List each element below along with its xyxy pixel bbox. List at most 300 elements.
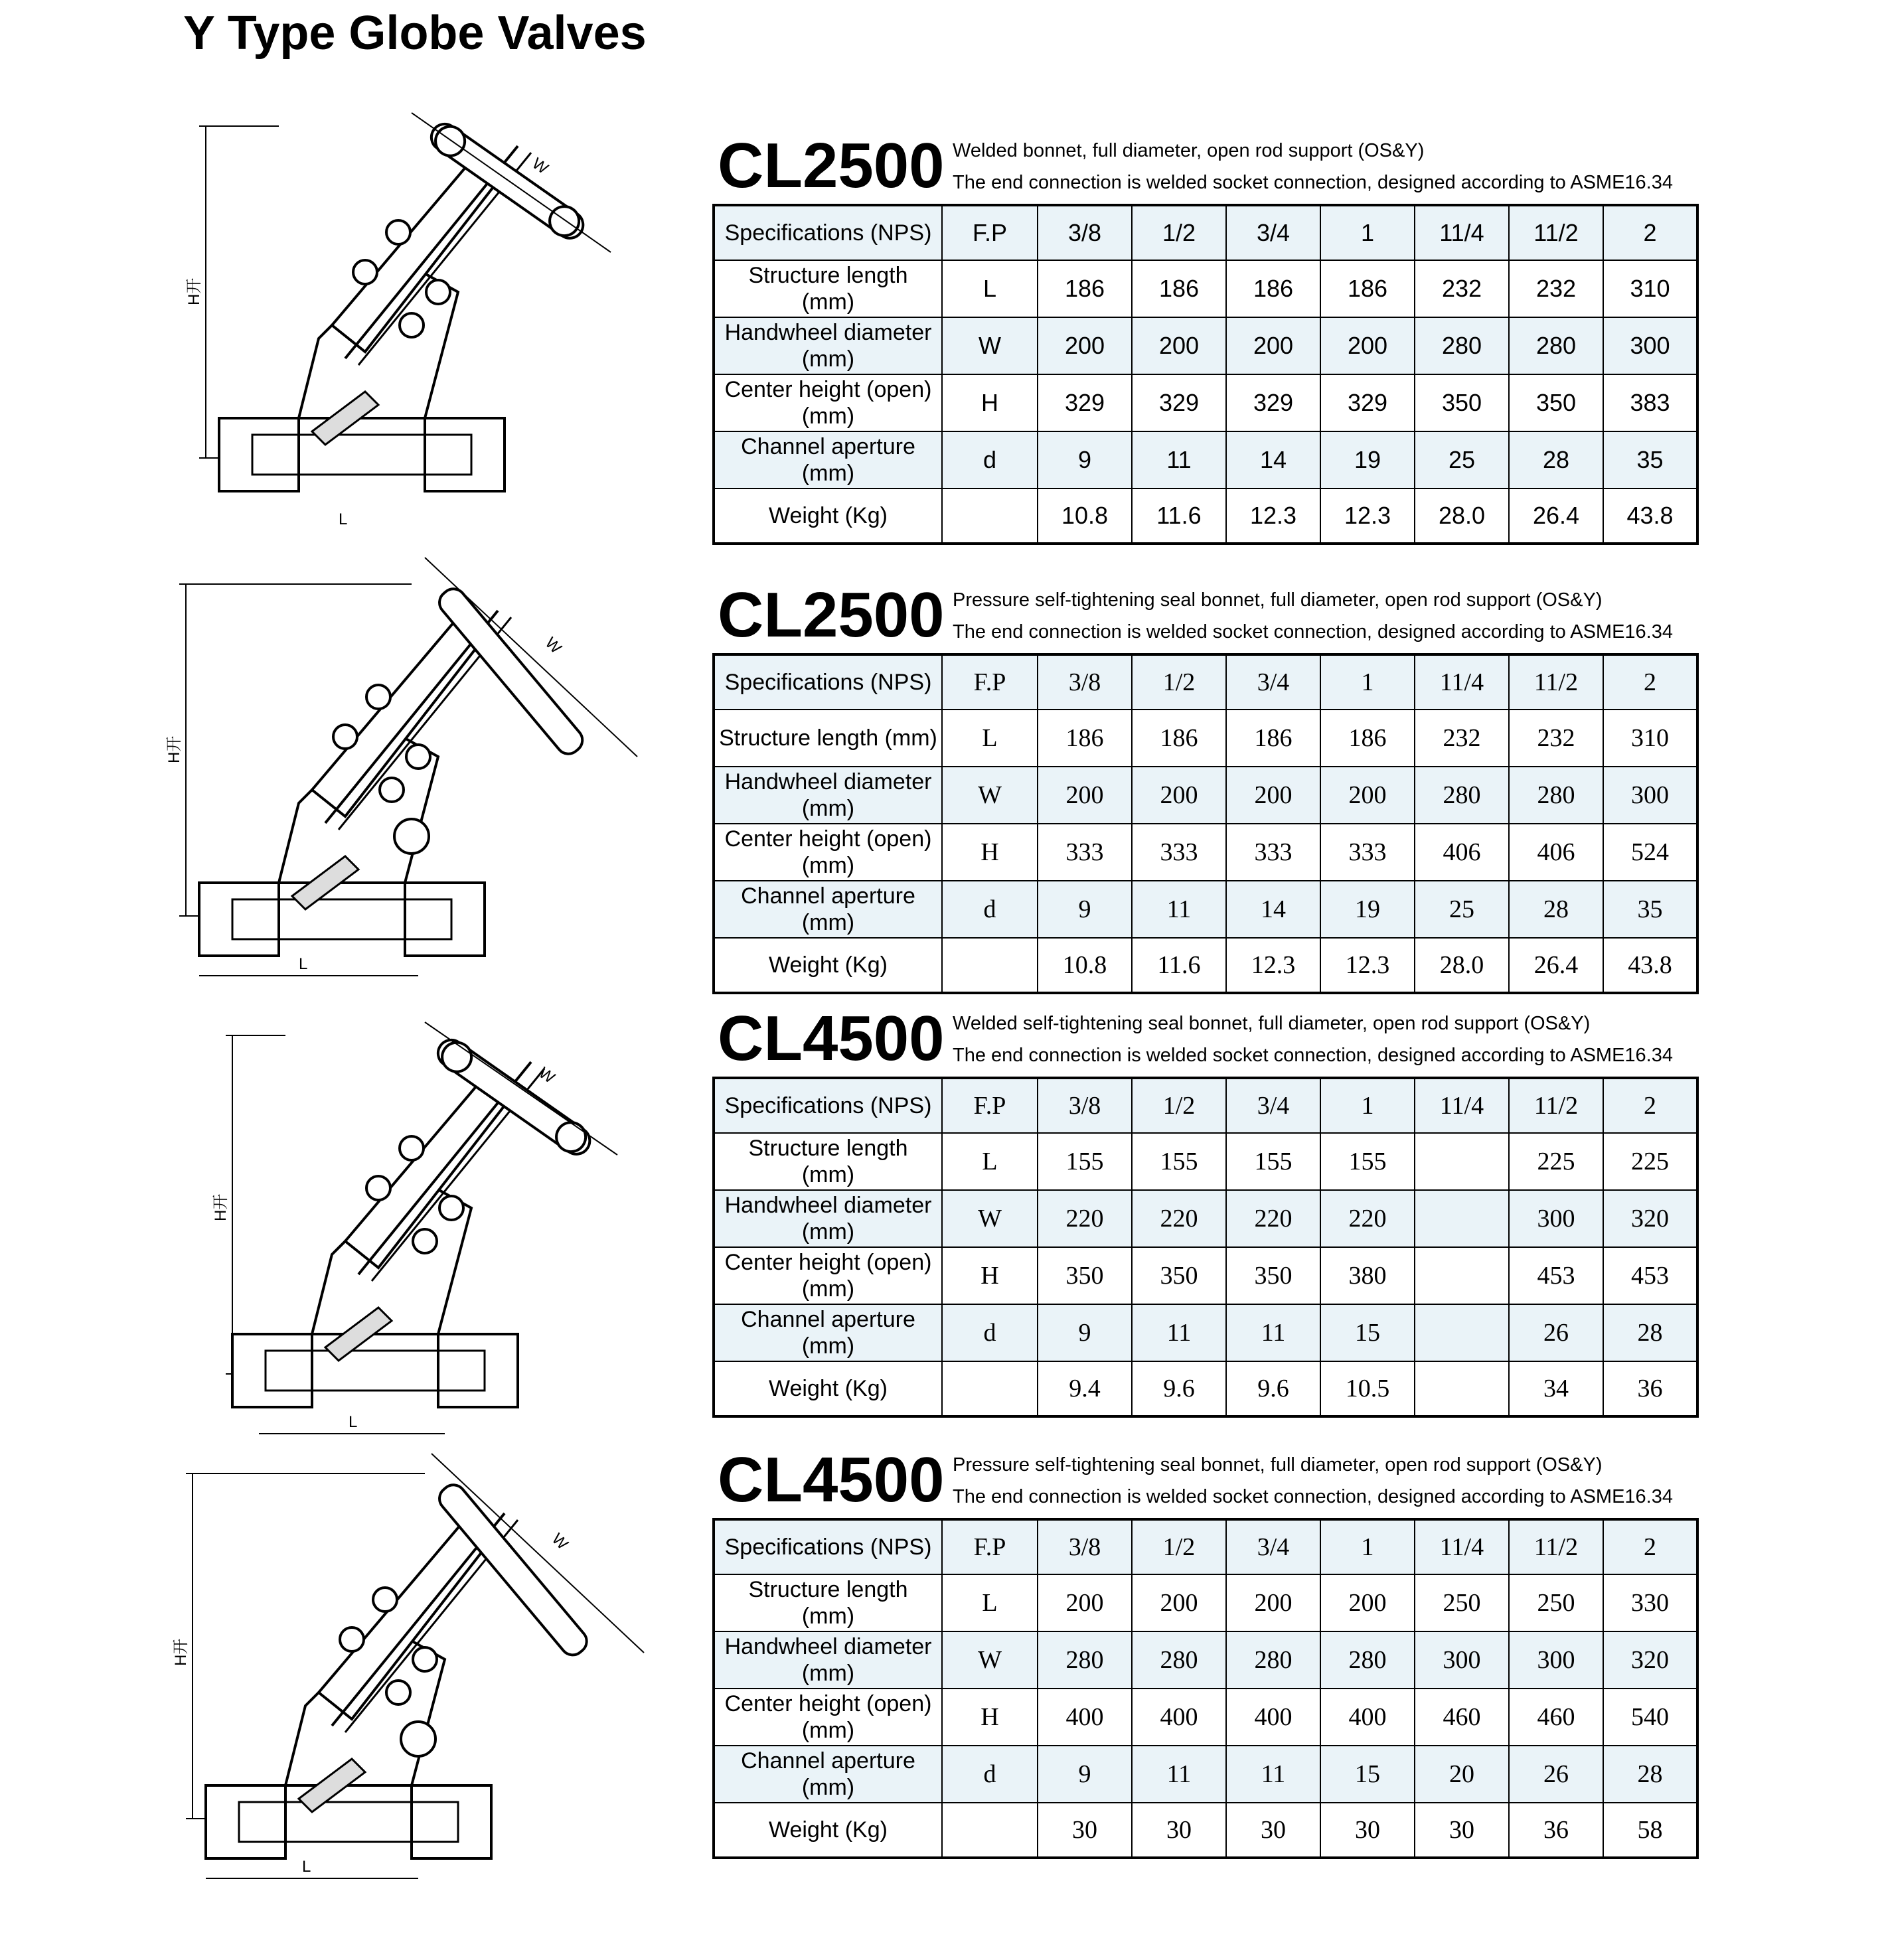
value-cell: 460: [1509, 1689, 1603, 1746]
value-cell: 200: [1226, 1574, 1320, 1631]
value-cell: 280: [1415, 317, 1509, 374]
value-cell: 10.8: [1038, 938, 1132, 993]
row-label-cell: [714, 374, 942, 431]
table-row: [714, 1689, 1697, 1746]
spec-table: [712, 1518, 1699, 1859]
value-cell: 26: [1509, 1746, 1603, 1803]
value-cell: 200: [1132, 1574, 1226, 1631]
bonnet-description: Welded self-tightening seal bonnet, full diameter, open rod support (OS&Y): [953, 1013, 1591, 1034]
value-cell: 350: [1509, 374, 1603, 431]
nps-size-cell: 1: [1320, 205, 1415, 260]
value-cell: 460: [1415, 1689, 1509, 1746]
table-row: [714, 1574, 1697, 1631]
value-cell: 200: [1132, 767, 1226, 824]
value-cell: 14: [1226, 431, 1320, 489]
spec-table: [712, 204, 1699, 545]
width-dim-label: W: [541, 634, 565, 658]
value-cell: 225: [1603, 1133, 1697, 1190]
symbol-cell: L: [942, 1133, 1038, 1190]
nps-size-cell: 3/8: [1038, 1519, 1132, 1574]
row-label-line: (mm): [801, 910, 855, 935]
row-label-line: (mm): [801, 1661, 855, 1686]
table-row: [714, 1631, 1697, 1689]
value-cell: 200: [1038, 317, 1132, 374]
value-cell: 380: [1320, 1247, 1415, 1304]
value-cell: 333: [1038, 824, 1132, 881]
symbol-cell: W: [942, 1631, 1038, 1689]
height-dim-label: H开: [212, 1193, 230, 1221]
row-label-cell: [714, 938, 942, 993]
value-cell: 200: [1038, 1574, 1132, 1631]
value-cell: 9: [1038, 1746, 1132, 1803]
symbol-cell: H: [942, 1247, 1038, 1304]
row-label-line: Handwheel diameter: [724, 1193, 932, 1218]
row-label-line: Channel aperture: [741, 1307, 915, 1332]
nps-size-cell: 11/4: [1415, 205, 1509, 260]
row-label-line: Channel aperture: [741, 1748, 915, 1773]
value-cell: 330: [1603, 1574, 1697, 1631]
value-cell: 26.4: [1509, 938, 1603, 993]
table-row: [714, 1190, 1697, 1247]
row-label-line: Weight (Kg): [769, 503, 888, 528]
nps-size-cell: 3/4: [1226, 654, 1320, 710]
table-row: [714, 881, 1697, 938]
row-label-cell: [714, 260, 942, 317]
value-cell: 320: [1603, 1190, 1697, 1247]
value-cell: 35: [1603, 881, 1697, 938]
value-cell: 333: [1320, 824, 1415, 881]
value-cell: 200: [1320, 767, 1415, 824]
value-cell: 280: [1415, 767, 1509, 824]
value-cell: 333: [1132, 824, 1226, 881]
table-header-row: [714, 205, 1697, 260]
row-label-cell: [714, 431, 942, 489]
pressure-class-title: CL4500: [718, 1444, 945, 1515]
value-cell: 28: [1603, 1746, 1697, 1803]
value-cell: 383: [1603, 374, 1697, 431]
value-cell: 400: [1132, 1689, 1226, 1746]
row-label-line: (mm): [801, 404, 855, 429]
value-cell: 12.3: [1320, 489, 1415, 544]
block-description: [953, 584, 1673, 648]
nps-size-cell: 1: [1320, 1519, 1415, 1574]
row-label-line: Structure length: [748, 1136, 908, 1161]
connection-description: The end connection is welded socket connection, designed according to ASME16.34: [953, 1486, 1673, 1507]
value-cell: 186: [1320, 710, 1415, 767]
value-cell: 26: [1509, 1304, 1603, 1361]
symbol-cell: L: [942, 1574, 1038, 1631]
row-label-line: (mm): [801, 346, 855, 372]
valve-drawing-4: [159, 1447, 664, 1885]
value-cell: 10.8: [1038, 489, 1132, 544]
symbol-cell: H: [942, 824, 1038, 881]
row-label-cell: [714, 824, 942, 881]
symbol-cell: d: [942, 431, 1038, 489]
connection-description: The end connection is welded socket connection, designed according to ASME16.34: [953, 621, 1673, 642]
value-cell: 310: [1603, 710, 1697, 767]
nps-size-cell: 11/4: [1415, 1519, 1509, 1574]
row-label-line: Structure length (mm): [719, 725, 937, 751]
value-cell: 43.8: [1603, 938, 1697, 993]
table-row: [714, 767, 1697, 824]
nps-size-cell: 11/2: [1509, 654, 1603, 710]
table-row: [714, 938, 1697, 993]
nps-size-cell: 2: [1603, 1519, 1697, 1574]
height-dim-label: H开: [165, 735, 183, 763]
nps-size-cell: 11/2: [1509, 205, 1603, 260]
value-cell: 9: [1038, 1304, 1132, 1361]
value-cell: 186: [1320, 260, 1415, 317]
symbol-cell: [942, 1361, 1038, 1416]
table-row: [714, 1133, 1697, 1190]
table-header-row: [714, 1519, 1697, 1574]
symbol-cell: H: [942, 1689, 1038, 1746]
nps-size-cell: 3/8: [1038, 205, 1132, 260]
value-cell: 9.6: [1132, 1361, 1226, 1416]
value-cell: 280: [1509, 317, 1603, 374]
height-dim-label: H开: [172, 1638, 190, 1666]
nps-size-cell: 1/2: [1132, 205, 1226, 260]
spec-table: [712, 653, 1699, 994]
row-label-line: (mm): [801, 796, 855, 821]
row-label-cell: [714, 1746, 942, 1803]
connection-description: The end connection is welded socket connection, designed according to ASME16.34: [953, 172, 1673, 193]
value-cell: 155: [1038, 1133, 1132, 1190]
header-symbol-cell: F.P: [942, 654, 1038, 710]
value-cell: 155: [1226, 1133, 1320, 1190]
valve-drawing-1: [159, 86, 664, 524]
row-label-line: Structure length: [748, 1577, 908, 1602]
value-cell: 250: [1415, 1574, 1509, 1631]
valve-drawing-2: [159, 544, 664, 982]
value-cell: 300: [1509, 1190, 1603, 1247]
nps-size-cell: 2: [1603, 1078, 1697, 1133]
page-title: Y Type Globe Valves: [183, 7, 647, 60]
value-cell: 186: [1226, 710, 1320, 767]
table-row: [714, 489, 1697, 544]
row-label-line: (mm): [801, 1219, 855, 1244]
nps-size-cell: 3/8: [1038, 654, 1132, 710]
nps-size-cell: 1: [1320, 1078, 1415, 1133]
value-cell: 400: [1038, 1689, 1132, 1746]
value-cell: 20: [1415, 1746, 1509, 1803]
value-cell: 280: [1132, 1631, 1226, 1689]
row-label-cell: [714, 881, 942, 938]
value-cell: 30: [1226, 1803, 1320, 1858]
value-cell: 540: [1603, 1689, 1697, 1746]
row-label-line: Center height (open): [724, 1250, 932, 1275]
value-cell: 280: [1320, 1631, 1415, 1689]
value-cell: 11: [1132, 1746, 1226, 1803]
table-row: [714, 1304, 1697, 1361]
value-cell: 34: [1509, 1361, 1603, 1416]
row-label-cell: [714, 1361, 942, 1416]
value-cell: 400: [1320, 1689, 1415, 1746]
row-label-line: (mm): [801, 1718, 855, 1743]
value-cell: 186: [1038, 260, 1132, 317]
row-label-line: (mm): [801, 853, 855, 878]
length-dim-label: L: [302, 1858, 311, 1876]
row-label-cell: [714, 1631, 942, 1689]
value-cell: 280: [1509, 767, 1603, 824]
width-dim-label: W: [535, 1063, 558, 1087]
header-symbol-cell: F.P: [942, 205, 1038, 260]
width-dim-label: W: [528, 154, 552, 178]
row-label-line: Center height (open): [724, 377, 932, 402]
value-cell: [1415, 1304, 1509, 1361]
header-label-cell: Specifications (NPS): [714, 654, 942, 710]
value-cell: 250: [1509, 1574, 1603, 1631]
value-cell: 186: [1226, 260, 1320, 317]
nps-size-cell: 3/4: [1226, 1078, 1320, 1133]
value-cell: 12.3: [1226, 489, 1320, 544]
pressure-class-title: CL2500: [718, 130, 945, 201]
row-label-line: Weight (Kg): [769, 1817, 888, 1843]
bonnet-description: Pressure self-tightening seal bonnet, full diameter, open rod support (OS&Y): [953, 1454, 1603, 1475]
value-cell: 36: [1603, 1361, 1697, 1416]
symbol-cell: L: [942, 260, 1038, 317]
nps-size-cell: 11/4: [1415, 1078, 1509, 1133]
value-cell: 25: [1415, 881, 1509, 938]
row-label-line: Handwheel diameter: [724, 769, 932, 794]
value-cell: 350: [1132, 1247, 1226, 1304]
nps-size-cell: 2: [1603, 654, 1697, 710]
value-cell: 9: [1038, 881, 1132, 938]
value-cell: 225: [1509, 1133, 1603, 1190]
value-cell: 220: [1320, 1190, 1415, 1247]
nps-size-cell: 3/8: [1038, 1078, 1132, 1133]
row-label-line: Weight (Kg): [769, 952, 888, 978]
table-row: [714, 1803, 1697, 1858]
value-cell: 9: [1038, 431, 1132, 489]
valve-drawing-3: [159, 1002, 664, 1440]
symbol-cell: [942, 489, 1038, 544]
symbol-cell: W: [942, 317, 1038, 374]
value-cell: 280: [1038, 1631, 1132, 1689]
value-cell: 220: [1132, 1190, 1226, 1247]
row-label-cell: [714, 317, 942, 374]
value-cell: 186: [1132, 710, 1226, 767]
value-cell: 58: [1603, 1803, 1697, 1858]
value-cell: 200: [1226, 317, 1320, 374]
value-cell: 15: [1320, 1746, 1415, 1803]
nps-size-cell: 11/2: [1509, 1519, 1603, 1574]
row-label-line: Center height (open): [724, 1691, 932, 1716]
value-cell: 232: [1509, 260, 1603, 317]
row-label-cell: [714, 1133, 942, 1190]
row-label-cell: [714, 710, 942, 767]
table-row: [714, 260, 1697, 317]
table-row: [714, 431, 1697, 489]
value-cell: 333: [1226, 824, 1320, 881]
value-cell: 11: [1226, 1746, 1320, 1803]
row-label-line: Structure length: [748, 263, 908, 288]
symbol-cell: [942, 1803, 1038, 1858]
value-cell: 30: [1038, 1803, 1132, 1858]
value-cell: 11: [1132, 881, 1226, 938]
value-cell: 232: [1415, 260, 1509, 317]
value-cell: 10.5: [1320, 1361, 1415, 1416]
nps-size-cell: 1: [1320, 654, 1415, 710]
symbol-cell: d: [942, 881, 1038, 938]
row-label-line: Center height (open): [724, 826, 932, 852]
value-cell: [1415, 1247, 1509, 1304]
spec-table: [712, 1077, 1699, 1418]
row-label-line: (mm): [801, 1775, 855, 1800]
value-cell: 453: [1603, 1247, 1697, 1304]
symbol-cell: W: [942, 1190, 1038, 1247]
value-cell: 350: [1226, 1247, 1320, 1304]
value-cell: 200: [1226, 767, 1320, 824]
value-cell: 220: [1226, 1190, 1320, 1247]
value-cell: 400: [1226, 1689, 1320, 1746]
value-cell: 30: [1132, 1803, 1226, 1858]
value-cell: 280: [1226, 1631, 1320, 1689]
value-cell: 30: [1320, 1803, 1415, 1858]
table-row: [714, 824, 1697, 881]
row-label-line: Channel aperture: [741, 883, 915, 909]
table-row: [714, 710, 1697, 767]
value-cell: 28: [1509, 431, 1603, 489]
symbol-cell: L: [942, 710, 1038, 767]
nps-size-cell: 1/2: [1132, 1519, 1226, 1574]
symbol-cell: H: [942, 374, 1038, 431]
block-description: [953, 1449, 1673, 1513]
symbol-cell: W: [942, 767, 1038, 824]
table-header-row: [714, 1078, 1697, 1133]
value-cell: 155: [1320, 1133, 1415, 1190]
value-cell: 232: [1415, 710, 1509, 767]
row-label-line: (mm): [801, 1162, 855, 1187]
row-label-line: (mm): [801, 1604, 855, 1629]
table-row: [714, 1247, 1697, 1304]
value-cell: 232: [1509, 710, 1603, 767]
value-cell: [1415, 1133, 1509, 1190]
value-cell: 300: [1415, 1631, 1509, 1689]
pressure-class-title: CL4500: [718, 1003, 945, 1074]
value-cell: 350: [1415, 374, 1509, 431]
header-label-cell: Specifications (NPS): [714, 1519, 942, 1574]
row-label-cell: [714, 1803, 942, 1858]
row-label-cell: [714, 1190, 942, 1247]
nps-size-cell: 3/4: [1226, 1519, 1320, 1574]
value-cell: 200: [1320, 1574, 1415, 1631]
value-cell: 453: [1509, 1247, 1603, 1304]
value-cell: 11: [1132, 431, 1226, 489]
length-dim-label: L: [349, 1413, 358, 1431]
header-label-cell: Specifications (NPS): [714, 1078, 942, 1133]
value-cell: 11.6: [1132, 489, 1226, 544]
header-label-cell: Specifications (NPS): [714, 205, 942, 260]
nps-size-cell: 3/4: [1226, 205, 1320, 260]
value-cell: 200: [1132, 317, 1226, 374]
value-cell: 406: [1415, 824, 1509, 881]
row-label-cell: [714, 489, 942, 544]
length-dim-label: L: [339, 510, 348, 524]
value-cell: [1415, 1361, 1509, 1416]
value-cell: 19: [1320, 431, 1415, 489]
symbol-cell: [942, 938, 1038, 993]
value-cell: [1415, 1190, 1509, 1247]
row-label-cell: [714, 1574, 942, 1631]
row-label-line: (mm): [801, 1333, 855, 1359]
value-cell: 220: [1038, 1190, 1132, 1247]
value-cell: 12.3: [1226, 938, 1320, 993]
nps-size-cell: 1/2: [1132, 654, 1226, 710]
row-label-line: (mm): [801, 289, 855, 315]
value-cell: 9.6: [1226, 1361, 1320, 1416]
table-header-row: [714, 654, 1697, 710]
value-cell: 329: [1226, 374, 1320, 431]
width-dim-label: W: [548, 1530, 572, 1554]
value-cell: 406: [1509, 824, 1603, 881]
table-row: [714, 374, 1697, 431]
block-description: [953, 135, 1673, 198]
header-symbol-cell: F.P: [942, 1519, 1038, 1574]
value-cell: 28: [1509, 881, 1603, 938]
nps-size-cell: 2: [1603, 205, 1697, 260]
value-cell: 15: [1320, 1304, 1415, 1361]
value-cell: 11: [1226, 1304, 1320, 1361]
row-label-cell: [714, 1247, 942, 1304]
symbol-cell: d: [942, 1304, 1038, 1361]
value-cell: 36: [1509, 1803, 1603, 1858]
value-cell: 186: [1132, 260, 1226, 317]
row-label-line: Handwheel diameter: [724, 1634, 932, 1659]
value-cell: 9.4: [1038, 1361, 1132, 1416]
bonnet-description: Welded bonnet, full diameter, open rod support (OS&Y): [953, 140, 1425, 161]
value-cell: 19: [1320, 881, 1415, 938]
row-label-line: Handwheel diameter: [724, 320, 932, 345]
value-cell: 28.0: [1415, 938, 1509, 993]
nps-size-cell: 11/4: [1415, 654, 1509, 710]
table-row: [714, 1746, 1697, 1803]
value-cell: 329: [1320, 374, 1415, 431]
value-cell: 43.8: [1603, 489, 1697, 544]
row-label-line: Channel aperture: [741, 434, 915, 459]
pressure-class-title: CL2500: [718, 579, 945, 650]
block-description: [953, 1008, 1673, 1071]
value-cell: 329: [1132, 374, 1226, 431]
value-cell: 28: [1603, 1304, 1697, 1361]
header-symbol-cell: F.P: [942, 1078, 1038, 1133]
value-cell: 300: [1603, 767, 1697, 824]
table-row: [714, 317, 1697, 374]
value-cell: 310: [1603, 260, 1697, 317]
row-label-cell: [714, 767, 942, 824]
value-cell: 25: [1415, 431, 1509, 489]
value-cell: 200: [1038, 767, 1132, 824]
bonnet-description: Pressure self-tightening seal bonnet, full diameter, open rod support (OS&Y): [953, 589, 1603, 611]
length-dim-label: L: [299, 955, 308, 973]
value-cell: 14: [1226, 881, 1320, 938]
value-cell: 350: [1038, 1247, 1132, 1304]
value-cell: 524: [1603, 824, 1697, 881]
value-cell: 300: [1603, 317, 1697, 374]
value-cell: 28.0: [1415, 489, 1509, 544]
value-cell: 155: [1132, 1133, 1226, 1190]
nps-size-cell: 1/2: [1132, 1078, 1226, 1133]
row-label-line: (mm): [801, 1276, 855, 1302]
table-row: [714, 1361, 1697, 1416]
value-cell: 11: [1132, 1304, 1226, 1361]
value-cell: 200: [1320, 317, 1415, 374]
value-cell: 320: [1603, 1631, 1697, 1689]
row-label-cell: [714, 1689, 942, 1746]
row-label-cell: [714, 1304, 942, 1361]
connection-description: The end connection is welded socket connection, designed according to ASME16.34: [953, 1045, 1673, 1066]
value-cell: 35: [1603, 431, 1697, 489]
